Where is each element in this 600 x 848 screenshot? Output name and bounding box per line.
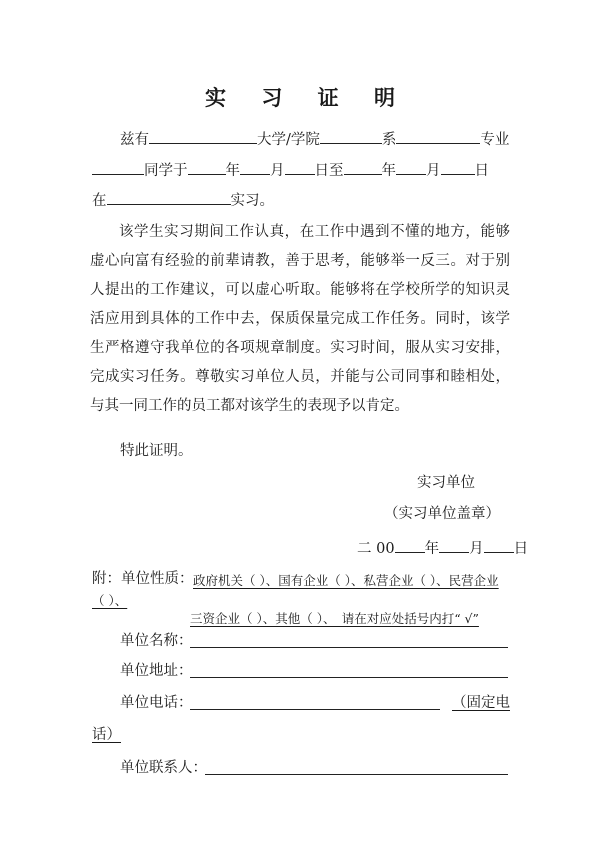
form-line-1 [120, 129, 509, 149]
document-title: 实 习 证 明 [205, 85, 409, 110]
date-month-blank[interactable] [439, 538, 469, 553]
classmate-from-label: 同学于 [144, 163, 188, 179]
prefix-text: 兹有 [120, 132, 149, 148]
unit-name-field[interactable] [190, 647, 508, 648]
day-to-label: 日至 [314, 163, 344, 179]
start-month-label: 月 [270, 163, 285, 179]
unit-contact-field[interactable] [205, 774, 508, 775]
appendix-label: 附：单位性质： [92, 571, 194, 587]
end-day-label: 日 [474, 163, 489, 179]
signature-stamp: （实习单位盖章） [384, 506, 500, 522]
date-year-label: 年 [424, 541, 440, 557]
major-label: 专业 [480, 132, 510, 148]
end-year-blank[interactable] [344, 160, 382, 175]
department-blank[interactable] [320, 129, 382, 144]
intern-label: 实习。 [230, 193, 274, 209]
end-year-label: 年 [381, 163, 396, 179]
unit-address-field[interactable] [190, 677, 508, 678]
company-blank[interactable] [107, 190, 231, 205]
form-line-3 [92, 190, 274, 210]
unit-name-label: 单位名称： [120, 633, 193, 649]
university-label: 大学/学院 [257, 132, 320, 148]
end-month-label: 月 [426, 163, 441, 179]
signature-unit: 实习单位 [417, 475, 475, 491]
name-blank[interactable] [92, 160, 144, 175]
closing-text: 特此证明。 [120, 443, 193, 459]
date-year-blank[interactable] [395, 538, 425, 553]
start-year-label: 年 [225, 163, 240, 179]
start-month-blank[interactable] [240, 160, 270, 175]
major-blank[interactable] [396, 129, 480, 144]
unit-contact-label: 单位联系人： [120, 760, 207, 776]
unit-type-options-wrap: （ ）、 [92, 593, 128, 608]
date-day-blank[interactable] [484, 538, 514, 553]
university-blank[interactable] [149, 129, 257, 144]
date-day-label: 日 [513, 541, 529, 557]
phone-note-b: 话） [92, 727, 121, 743]
department-label: 系 [381, 132, 397, 148]
signature-date [357, 538, 528, 558]
date-prefix: 二 00 [357, 541, 395, 557]
unit-phone-label: 单位电话： [120, 695, 193, 711]
end-day-blank[interactable] [441, 160, 475, 175]
at-label: 在 [92, 193, 107, 209]
unit-address-label: 单位地址： [120, 663, 193, 679]
unit-type-options-line-1: 政府机关（ ）、国有企业（ ）、私营企业（ ）、民营企业 [193, 573, 499, 588]
start-year-blank[interactable] [188, 160, 226, 175]
start-day-blank[interactable] [285, 160, 315, 175]
end-month-blank[interactable] [396, 160, 426, 175]
phone-note-a: （固定电 [452, 695, 510, 711]
form-line-2 [92, 160, 489, 180]
unit-type-options-line-2: 三资企业（ ）、其他（ ）、 请在对应处括号内打“ √” [190, 611, 479, 626]
unit-phone-field[interactable] [190, 709, 440, 710]
date-month-label: 月 [469, 541, 484, 557]
body-paragraph: 该学生实习期间工作认真，在工作中遇到不懂的地方，能够虚心向富有经验的前辈请教，善于思考，能够举一反三。对于别人提出的工作建议，可以虚心听取。能够将在学校所学的知识灵活应用到具体的工作中去，保质保量完成工作任务。同时，该学生严格遵守我单位的各项规章制度。实习时间，服从实习安排，完成实习任务。尊敬实习单位人员，并能与公司同事和睦相处，与其一同工作的员工都对该学生的表现予以肯定。 [90, 224, 510, 414]
